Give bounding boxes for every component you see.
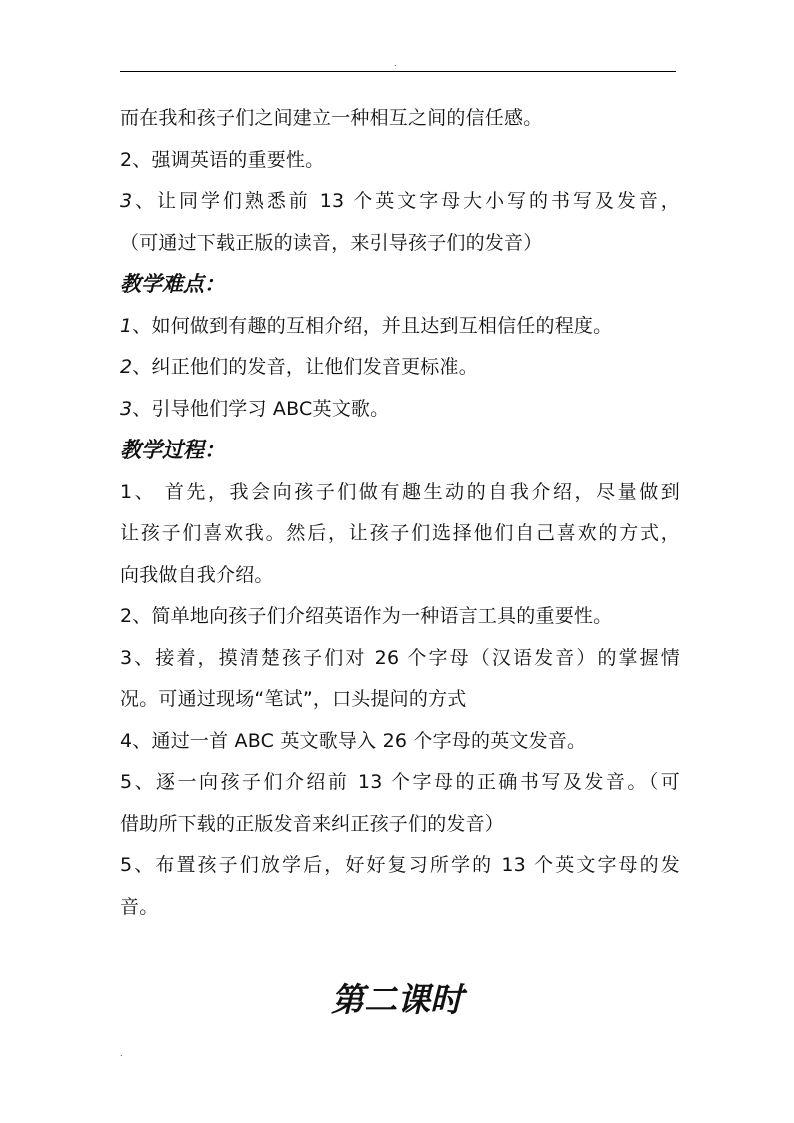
paragraph-line: 3、接着，摸清楚孩子们对 26 个字母（汉语发音）的掌握情 [120,646,680,669]
paragraph-line: 向我做自我介绍。 [120,563,274,586]
paragraph-line: 音。 [120,895,159,918]
paragraph-line: 借助所下载的正版发音来纠正孩子们的发音） [120,812,505,835]
list-number: 3 [120,397,133,420]
paragraph-line: 让孩子们喜欢我。然后，让孩子们选择他们自己喜欢的方式， [120,522,680,544]
section-title: 第二课时 [331,980,463,1019]
header-mark: . [394,59,397,68]
list-number: 3 [120,190,133,212]
list-item-text: 、引导他们学习 ABC英文歌。 [132,397,390,420]
paragraph-line: 2、简单地向孩子们介绍英语作为一种语言工具的重要性。 [120,605,613,627]
paragraph-line: 2、强调英语的重要性。 [120,148,325,171]
list-number: 2 [120,356,133,378]
document-body [120,98,680,928]
list-item [120,306,680,348]
footer-mark: . [120,1049,123,1058]
section-heading-process: 教学过程： [120,438,225,462]
paragraph-line: 而在我和孩子们之间建立一种相互之间的信任感。 [120,107,543,129]
list-number: 1 [120,314,133,337]
paragraph-line: 5、逐一向孩子们介绍前 13 个字母的正确书写及发音。（可 [120,771,680,793]
paragraph-line: 5、布置孩子们放学后，好好复习所学的 13 个英文字母的发 [120,854,680,876]
paragraph-line: （可通过下载正版的读音，来引导孩子们的发音） [120,231,543,254]
section-heading-difficulties: 教学难点： [120,272,225,296]
list-item-text: 、纠正他们的发音，让他们发音更标准。 [132,356,478,378]
paragraph-line: 况。可通过现场“笔试”，口头提问的方式 [120,688,467,710]
header-rule [120,71,676,72]
paragraph-line: 1、 首先，我会向孩子们做有趣生动的自我介绍，尽量做到 [120,480,680,503]
list-item [120,181,680,223]
list-item [120,389,680,431]
list-item [120,347,680,389]
paragraph-line: 4、通过一首 ABC 英文歌导入 26 个字母的英文发音。 [120,729,587,752]
list-item-text: 、让同学们熟悉前 13 个英文字母大小写的书写及发音， [132,190,680,212]
list-item-text: 、如何做到有趣的互相介绍，并且达到互相信任的程度。 [132,314,613,337]
